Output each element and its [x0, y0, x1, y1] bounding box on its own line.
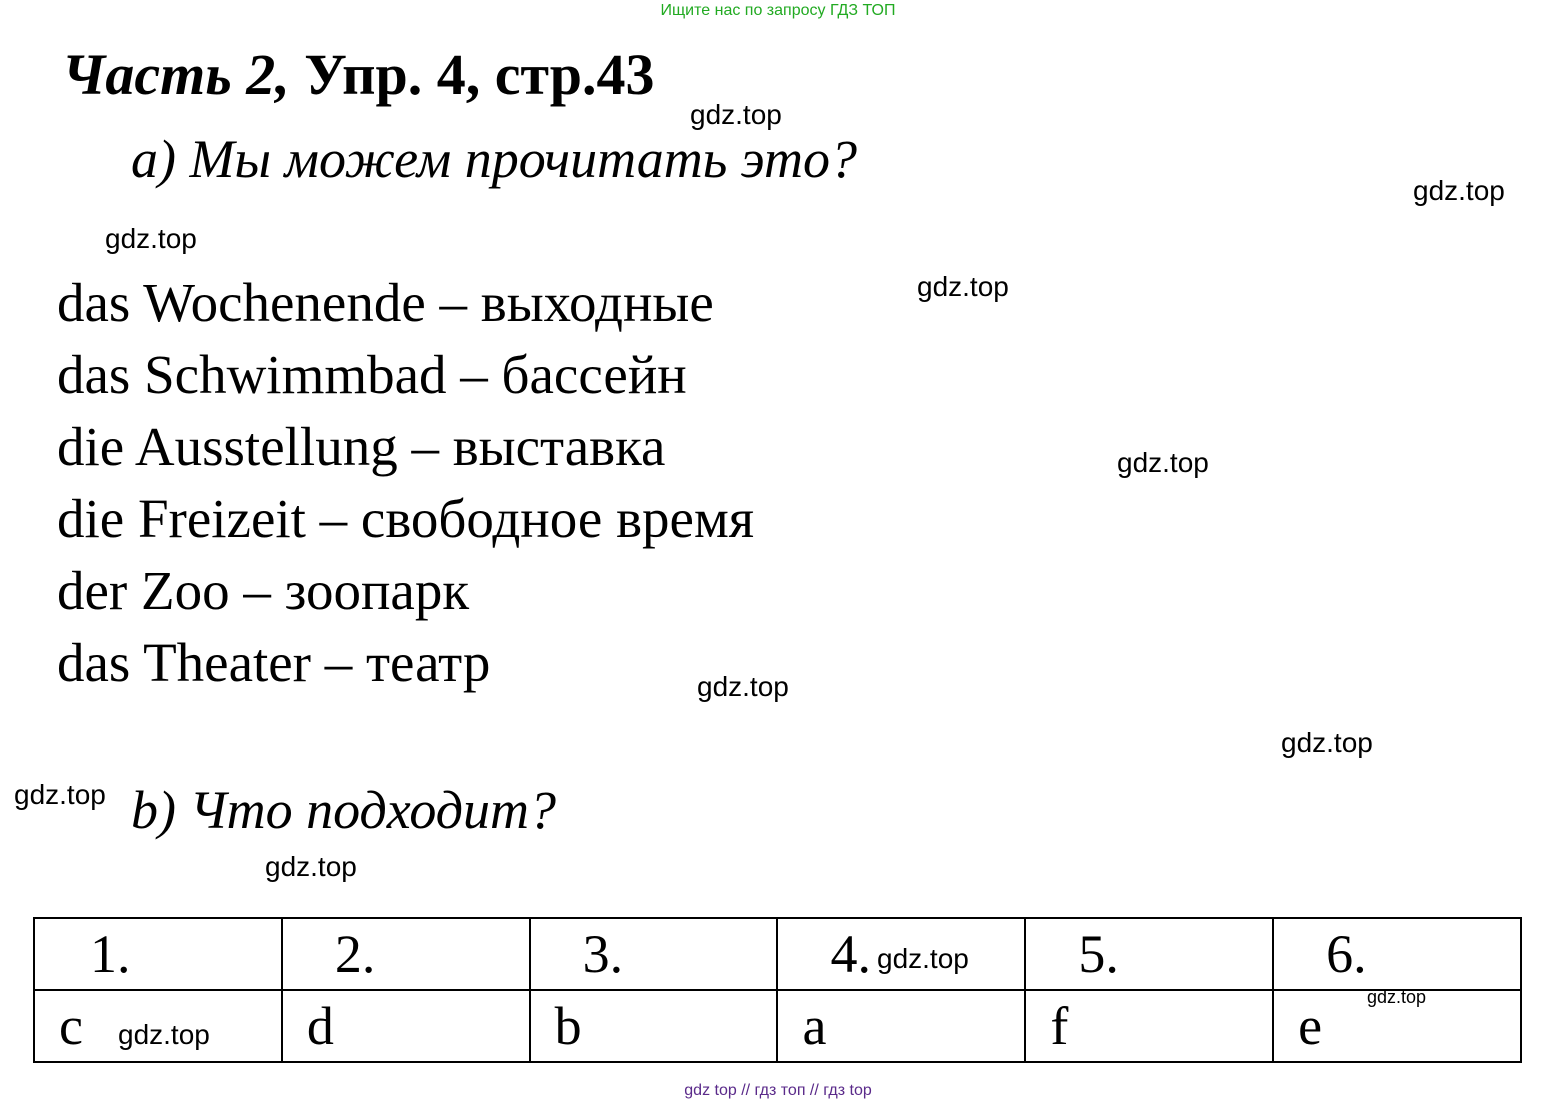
table-cell: [282, 918, 530, 990]
watermark: gdz.top: [877, 943, 969, 974]
vocab-line: der Zoo – зоопарк: [57, 560, 470, 621]
title-exercise: Упр. 4, стр.43: [289, 42, 655, 107]
answer-letter: e: [1298, 996, 1323, 1056]
watermark: gdz.top: [1117, 447, 1209, 478]
watermark: gdz.top: [105, 223, 197, 254]
answer-letter: b: [554, 996, 582, 1056]
answer-number: 1.: [90, 924, 131, 984]
watermark: gdz.top: [14, 779, 106, 810]
watermark: gdz.top: [1367, 987, 1427, 1007]
answer-number: 2.: [334, 924, 376, 984]
watermark: gdz.top: [265, 851, 357, 882]
answer-letter: a: [802, 996, 827, 1056]
top-note: Ищите нас по запросу ГДЗ ТОП: [660, 2, 896, 19]
vocab-line: das Schwimmbad – бассейн: [57, 344, 687, 405]
table-cell: [530, 918, 778, 990]
watermark: gdz.top: [690, 99, 782, 130]
answer-number: 5.: [1078, 924, 1119, 984]
watermark: gdz.top: [917, 271, 1009, 302]
watermark: gdz.top: [1413, 175, 1505, 206]
watermark: gdz.top: [1281, 727, 1373, 758]
answers-table: [33, 917, 1522, 1063]
title-part: Часть 2,: [62, 42, 290, 107]
table-cell: [34, 918, 282, 990]
answer-number: 3.: [582, 924, 624, 984]
section-b-heading: b) Что подходит?: [131, 780, 557, 840]
section-a-heading: a) Мы можем прочитать это?: [131, 129, 857, 189]
table-row: [34, 918, 1521, 990]
watermark: gdz.top: [697, 671, 789, 702]
vocab-line: das Theater – театр: [57, 632, 491, 693]
vocab-line: das Wochenende – выходные: [57, 272, 714, 333]
answer-letter: c: [59, 996, 83, 1056]
answer-number: 6.: [1326, 924, 1367, 984]
table-row: [34, 990, 1521, 1062]
page-title: [62, 42, 655, 107]
answer-letter: f: [1050, 996, 1069, 1056]
table-cell: [530, 990, 778, 1062]
vocab-line: die Freizeit – свободное время: [57, 488, 755, 549]
vocab-line: die Ausstellung – выставка: [57, 416, 666, 477]
table-cell: [1273, 918, 1521, 990]
watermark: gdz.top: [118, 1019, 210, 1050]
table-cell: [1025, 990, 1273, 1062]
table-cell: [1025, 918, 1273, 990]
table-cell: [282, 990, 530, 1062]
answer-letter: d: [306, 996, 334, 1056]
answer-number: 4.: [830, 924, 871, 984]
table-cell: [777, 990, 1025, 1062]
footer: gdz top // гдз топ // гдз top: [684, 1082, 872, 1099]
